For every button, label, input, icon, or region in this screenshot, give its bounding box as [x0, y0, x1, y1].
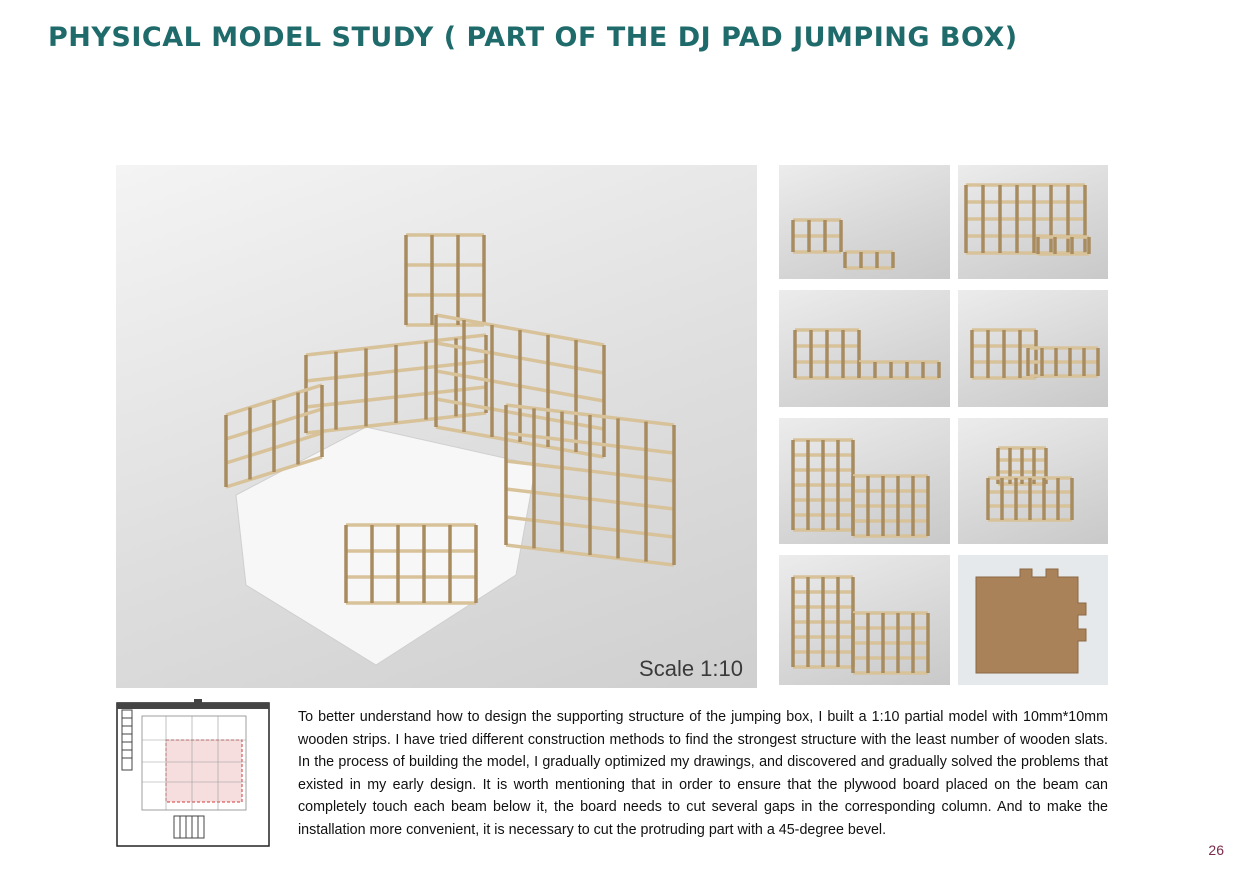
page-number: 26: [1208, 842, 1224, 858]
wooden-model-illustration: [116, 165, 757, 688]
thumb-drawing: [779, 555, 950, 685]
thumbnail-model-stage-4: [958, 290, 1108, 407]
thumbnail-model-stage-7: [779, 555, 950, 685]
scale-label: Scale 1:10: [639, 656, 743, 681]
thumbnail-model-stage-2: [958, 165, 1108, 279]
thumb-drawing: [958, 418, 1108, 544]
thumbnail-model-stage-1: [779, 165, 950, 279]
thumb-drawing: [958, 165, 1108, 279]
thumb-drawing: [779, 418, 950, 544]
floor-plan-drawing: [116, 698, 272, 848]
thumb-drawing: [779, 290, 950, 407]
thumbnail-model-stage-6: [958, 418, 1108, 544]
page-title: PHYSICAL MODEL STUDY ( PART OF THE DJ PAD JUMPING BOX): [48, 22, 1018, 53]
plan-svg: [116, 698, 272, 848]
thumb-drawing: [958, 290, 1108, 407]
thumb-drawing: [779, 165, 950, 279]
thumbnail-model-stage-5: [779, 418, 950, 544]
description-paragraph: To better understand how to design the supporting structure of the jumping box, I built a 1:10 partial model with 10mm*10mm wooden strips. I have tried different construction methods to find the strongest structure with the least number of wooden slats. In the process of building the model, I gradually optimized my drawings, and discovered and gradually solved the problems that existed in my early design. It is worth mentioning that in order to ensure that the plywood board placed on the beam can completely touch each beam below it, the board needs to cut several gaps in the corresponding column. And to make the installation more convenient, it is necessary to cut the protruding part with a 45-degree bevel.: [298, 709, 1108, 838]
plywood-board-drawing: [958, 555, 1108, 685]
thumbnail-model-stage-3: [779, 290, 950, 407]
thumbnail-plywood-board: [958, 555, 1108, 685]
main-model-photo: [116, 165, 757, 688]
